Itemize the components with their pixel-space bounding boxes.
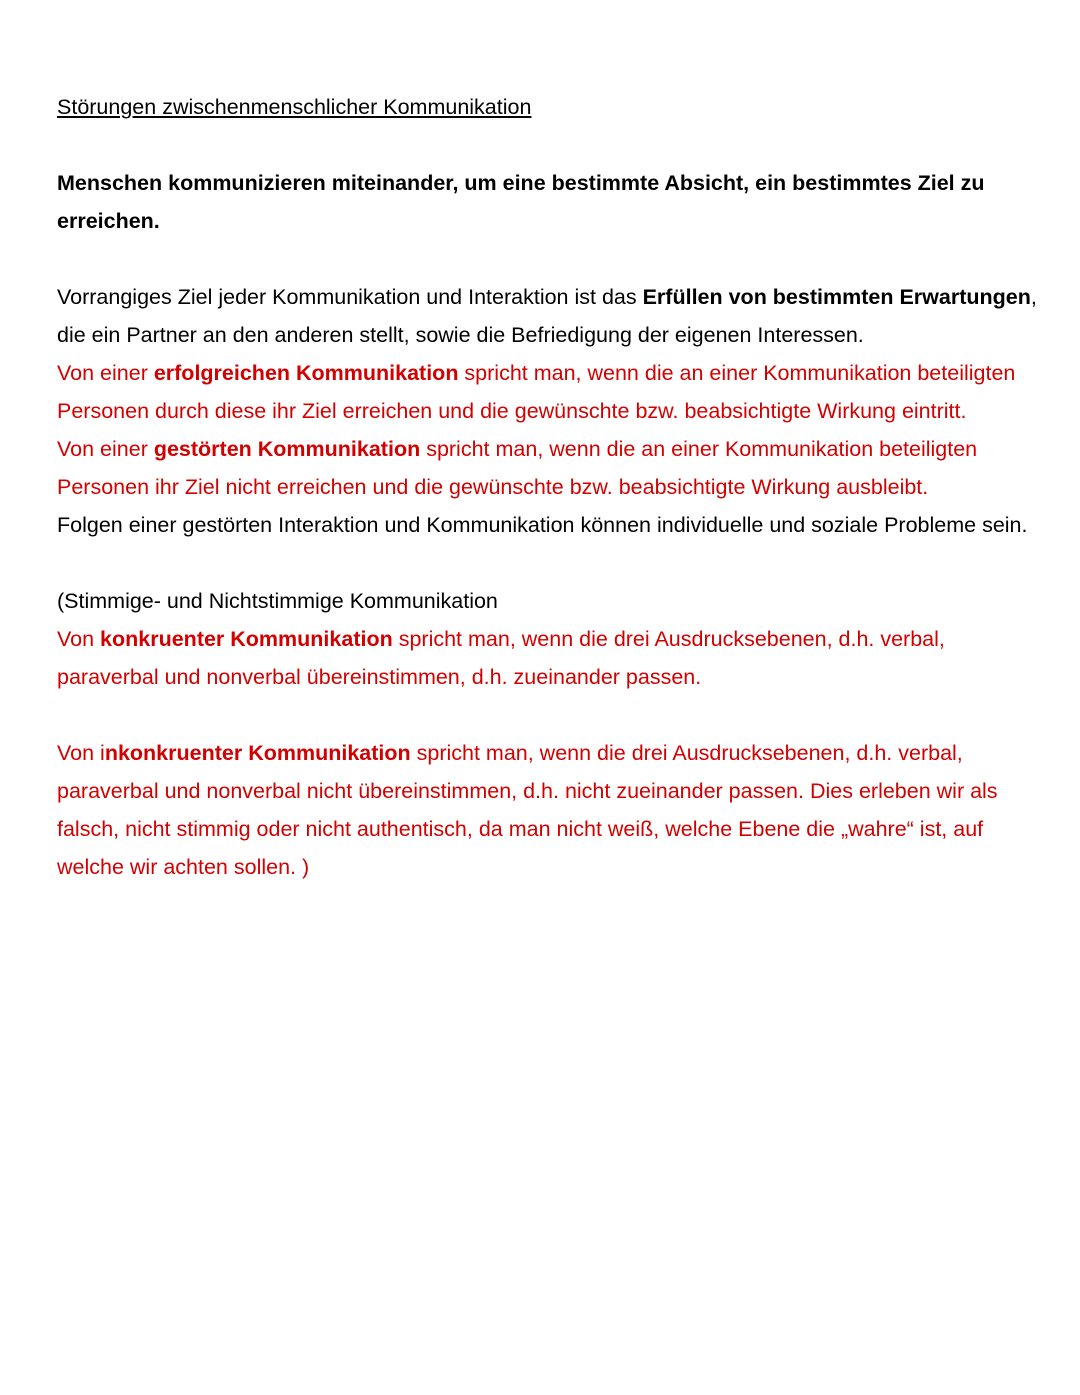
spacer (57, 126, 1037, 164)
spacer (57, 696, 1037, 734)
goal-text-before: Vorrangiges Ziel jeder Kommunikation und Interaktion ist das (57, 285, 643, 309)
successful-text-after: spricht man, wenn die an einer Kommunikation beteiligten Personen durch diese ihr Ziel erreichen und die gewünschte bzw. beabsichtigte Wirkung eintritt. (57, 361, 1016, 423)
stimmig-heading: (Stimmige- und Nichtstimmige Kommunikation (57, 589, 498, 613)
page-title: Störungen zwischenmenschlicher Kommunikation (57, 95, 532, 119)
disturbed-text-after: spricht man, wenn die an einer Kommunikation beteiligten Personen ihr Ziel nicht erreichen und die gewünschte bzw. beabsichtigte Wirkung ausbleibt. (57, 437, 978, 499)
congruent-text-before: Von (57, 627, 101, 651)
successful-bold-term: erfolgreichen Kommunikation (153, 361, 459, 385)
incongruent-text-before: Von i (57, 741, 105, 765)
congruent-bold-term: konkruenter Kommunikation (100, 627, 393, 651)
congruent-text-after: spricht man, wenn die drei Ausdrucksebenen, d.h. verbal, paraverbal und nonverbal übereinstimmen, d.h. zueinander passen. (57, 627, 945, 689)
disturbed-text-before: Von einer (57, 437, 154, 461)
disturbed-bold-term: gestörten Kommunikation (153, 437, 421, 461)
incongruent-text-after: spricht man, wenn die drei Ausdrucksebenen, d.h. verbal, paraverbal und nonverbal nicht übereinstimmen, d.h. nicht zueinander passen. Dies erleben wir als falsch, nicht stimmig oder nicht authentisch, da man nicht weiß, welche Ebene die „wahre“ ist, auf welche wir achten sollen. ) (57, 741, 998, 879)
document-page (57, 88, 1037, 886)
intro-bold-text: Menschen kommunizieren miteinander, um eine bestimmte Absicht, ein bestimmtes Ziel zu erreichen. (57, 171, 985, 233)
successful-communication-paragraph (57, 354, 1037, 430)
spacer (57, 240, 1037, 278)
spacer (57, 544, 1037, 582)
goal-bold-term: Erfüllen von bestimmten Erwartungen (642, 285, 1031, 309)
incongruent-communication-paragraph (57, 734, 1037, 886)
goal-paragraph (57, 278, 1037, 354)
intro-paragraph (57, 164, 1037, 240)
congruent-communication-paragraph (57, 620, 1037, 696)
disturbed-communication-paragraph (57, 430, 1037, 506)
consequences-paragraph: Folgen einer gestörten Interaktion und Kommunikation können individuelle und soziale Probleme sein. (57, 513, 1028, 537)
successful-text-before: Von einer (57, 361, 154, 385)
incongruent-bold-term: nkonkruenter Kommunikation (104, 741, 411, 765)
goal-text-after: , die ein Partner an den anderen stellt, sowie die Befriedigung der eigenen Interessen. (57, 285, 1037, 347)
